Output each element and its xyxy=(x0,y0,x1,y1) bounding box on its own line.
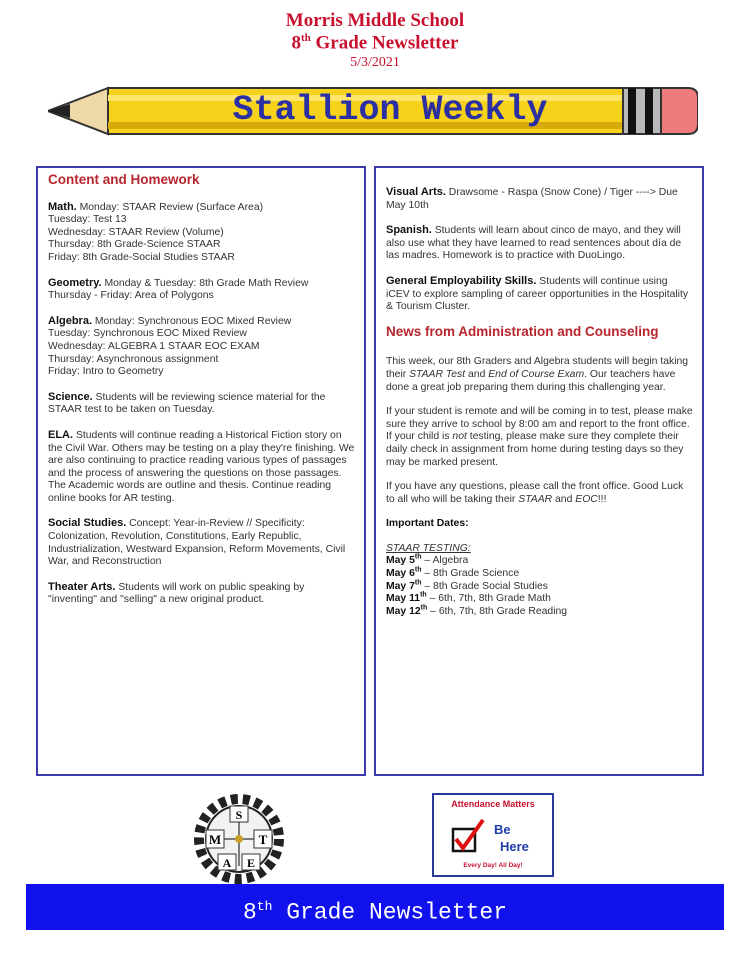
date-item: May 11th – 6th, 7th, 8th Grade Math xyxy=(386,591,551,605)
attendance-here: Here xyxy=(500,839,529,854)
employability-section: General Employability Skills. Students will continue using iCEV to explore sampling of career opportunities in the Hospitality & Tourism Cluster. xyxy=(386,274,689,313)
important-dates-title: Important Dates: xyxy=(386,518,469,530)
algebra-section: Algebra. Monday: Synchronous EOC Mixed Review Tuesday: Synchronous EOC Mixed Review Wednesday: ALGEBRA 1 STAAR EOC EXAM Thursday: Asynchronous assignment Friday: Intro to Geometry xyxy=(48,314,292,378)
attendance-footer: Every Day! All Day! xyxy=(463,862,523,869)
geometry-section: Geometry. Monday & Tuesday: 8th Grade Math Review Thursday - Friday: Area of Polygons xyxy=(48,276,309,302)
news-paragraph-2: If your student is remote and will be coming in to test, please make sure they arrive to school by 8:00 am and report to the front office. If your child is not testing, please make sure they complete their daily check in assignment from home during testing days so they may be marked present. xyxy=(386,406,693,468)
content-homework-heading: Content and Homework xyxy=(48,172,200,187)
right-column xyxy=(374,166,704,776)
news-paragraph-3: If you have any questions, please call the front office. Good Luck to all who will be taking their STAAR and EOC!!! xyxy=(386,481,684,505)
staar-testing-label: STAAR TESTING: xyxy=(386,542,471,554)
svg-text:S: S xyxy=(235,808,243,822)
svg-text:T: T xyxy=(258,832,268,847)
news-heading: News from Administration and Counseling xyxy=(386,323,659,339)
svg-text:E: E xyxy=(246,856,256,870)
date-item: May 7th – 8th Grade Social Studies xyxy=(386,579,548,592)
attendance-title: Attendance Matters xyxy=(451,799,535,809)
ela-section: ELA. Students will continue reading a Historical Fiction story on the Civil War. Others may be testing on a play they're finishing. We are also continuing to practice reading various types of passages and the process of answering the questions on those passages. The Academic words are outline and thesis. Continue reading online books for AR testing. xyxy=(48,428,355,504)
social-studies-section: Social Studies. Concept: Year-in-Review // Specificity: Colonization, Revolution, Constitutions, Early Republic, Industrialization, Westward Expansion, Reform Movements, Civil War, and Reconstruction xyxy=(48,517,346,568)
theater-arts-section: Theater Arts. Students will work on public speaking by "inventing" and "selling" a new original product. xyxy=(48,580,305,606)
attendance-be: Be xyxy=(494,822,511,837)
spanish-section: Spanish. Students will learn about cinco de mayo, and they will also use what they have learned to read sentences about día de las madres. Homework is to practice with DuoLingo. xyxy=(386,224,682,262)
checkbox-check-icon xyxy=(450,817,486,855)
svg-text:M: M xyxy=(208,832,222,847)
school-name: Morris Middle School xyxy=(285,10,465,31)
science-section: Science. Students will be reviewing science material for the STAAR test to be taken on Tuesday. xyxy=(48,390,326,416)
math-section: Math. Monday: STAAR Review (Surface Area) Tuesday: Test 13 Wednesday: STAAR Review (Volume) Thursday: 8th Grade-Science STAAR Friday: 8th Grade-Social Studies STAAR xyxy=(48,200,264,263)
newsletter-subtitle: 8th Grade Newsletter xyxy=(291,32,459,54)
footer-banner: 8th Grade Newsletter xyxy=(26,884,724,930)
visual-arts-section: Visual Arts. Drawsome - Raspa (Snow Cone) / Tiger ----> Due May 10th xyxy=(386,186,678,211)
svg-text:A: A xyxy=(222,856,232,870)
mstae-gear-logo-icon xyxy=(190,790,288,888)
news-paragraph-1: This week, our 8th Graders and Algebra students will begin taking their STAAR Test and End of Course Exam. Our teachers have done a great job preparing them during this challenging year. xyxy=(386,356,689,393)
date-item: May 12th – 6th, 7th, 8th Grade Reading xyxy=(386,604,568,617)
newsletter-date: 5/3/2021 xyxy=(350,55,400,70)
date-item: May 5th – Algebra xyxy=(386,554,469,567)
content-homework-column xyxy=(36,166,366,776)
date-item: May 6th – 8th Grade Science xyxy=(386,566,520,580)
attendance-badge xyxy=(432,793,554,877)
banner-title: Stallion Weekly xyxy=(232,90,548,130)
